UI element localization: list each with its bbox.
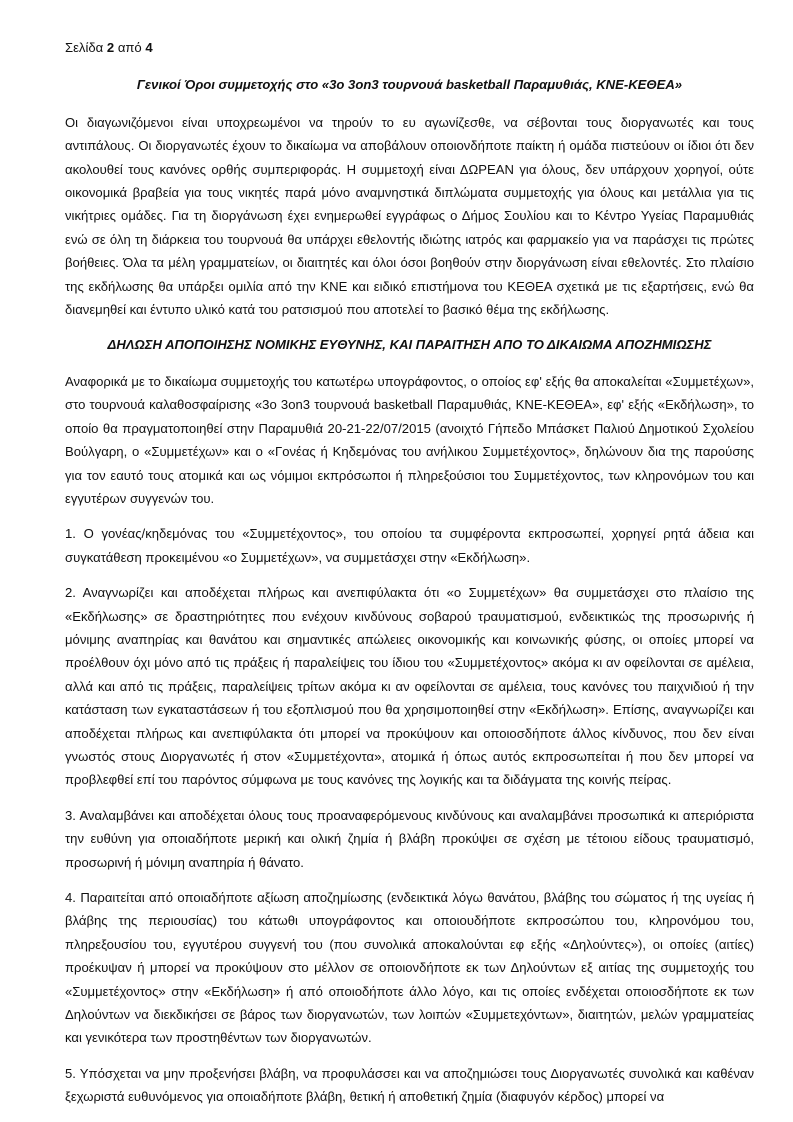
clause-1: 1. Ο γονέας/κηδεμόνας του «Συμμετέχοντος», του οποίου τα συμφέροντα εκπροσωπεί, χορηγεί ρητά άδεια και συγκατάθεση προκειμένου «ο Συμμετέχων», να συμμετάσχει στην «Εκδήλωση». bbox=[65, 526, 754, 565]
clause-3: 3. Αναλαμβάνει και αποδέχεται όλους τους προαναφερόμενους κινδύνους και αναλαμβάνει προσωπικά κι απεριόριστα την ευθύνη για οποιαδήποτε μερική και ολική ζημία ή βλάβη προκύψει σε σχέση με τέτοιου είδους τραυματισμό, προσωρινή ή μόνιμη αναπηρία ή θάνατο. bbox=[65, 807, 754, 870]
intro-paragraph: Οι διαγωνιζόμενοι είναι υποχρεωμένοι να τηρούν το ευ αγωνίζεσθε, να σέβονται τους διοργανωτές και τους αντιπάλους. Οι διοργανωτές έχουν το δικαίωμα να αποβάλουν οποιονδήποτε παίκτη ή ομάδα πιστεύουν οι ίδιοι ότι δεν ακολουθεί τους κανόνες ορθής συμπεριφοράς. Η συμμετοχή είναι ΔΩΡΕΑΝ για όλους, δεν υπάρχουν χορηγοί, ούτε οικονομικά βραβεία για τους νικητές παρά μόνο αναμνηστικά διπλώματα συμμετοχής για όλους και μετάλλια για τις νικήτριες ομάδες. Για τη διοργάνωση έχει ενημερωθεί εγγράφως ο Δήμος Σουλίου και το Κέντρο Υγείας Παραμυθιάς ενώ σε όλη τη διάρκεια του τουρνουά θα υπάρχει εθελοντής ιδιώτης ιατρός και φαρμακείο για να παράσχει τις πρώτες βοήθειες. Όλα τα μέλη γραμματείων, οι διαιτητές και όλοι όσοι βοηθούν στην διοργάνωση είναι εθελοντές. Στο πλαίσιο της εκδήλωσης θα υπάρξει ομιλία από την ΚΝΕ και ειδικό επιστήμονα του ΚΕΘΕΑ σχετικά με τις εξαρτήσεις, ενώ θα διανεμηθεί και έντυπο υλικό κατά του ρατσισμού που αποτελεί το βασικό θέμα της εκδήλωσης. bbox=[65, 114, 754, 318]
clause-2: 2. Αναγνωρίζει και αποδέχεται πλήρως και ανεπιφύλακτα ότι «ο Συμμετέχων» θα συμμετάσχει στο πλαίσιο της «Εκδήλωσης» σε δραστηριότητες που ενέχουν κινδύνους σοβαρού τραυματισμού, ενδεικτικώς της προσωρινής ή μόνιμης αναπηρίας και θανάτου και σημαντικές απώλειες οικονομικής και κοινωνικής φύσης, οι οποίες μπορεί να προέλθουν όχι μόνο από τις πράξεις ή παραλείψεις του ίδιου του «Συμμετέχοντος» ακόμα κι αν οφείλονται σε αμέλεια, αλλά και από τις πράξεις, παραλείψεις τρίτων ακόμα κι αν οφείλονται σε αμέλεια, τους κανόνες του παιχνιδιού ή την κατάσταση των εγκαταστάσεων ή του εξοπλισμού που θα χρησιμοποιηθεί στην «Εκδήλωση». Επίσης, αναγνωρίζει και αποδέχεται πλήρως και ανεπιφύλακτα ότι μπορεί να προκύψουν και οποιοσδήποτε άλλος κίνδυνος, που δεν είναι γνωστός στους Διοργανωτές ή στον «Συμμετέχοντα», ατομικά ή όπως αυτός εκπροσωπείται ή που δεν μπορεί να προβλεφθεί επί του παρόντος σύμφωνα με τους κανόνες της λογικής και τα διδάγματα της κοινής πείρας. bbox=[65, 585, 754, 788]
document-title: Γενικοί Όροι συμμετοχής στο «3ο 3on3 τουρνουά basketball Παραμυθιάς, ΚΝΕ-ΚΕΘΕΑ» bbox=[136, 77, 683, 93]
clause-5: 5. Υπόσχεται να μην προξενήσει βλάβη, να προφυλάσσει και να αποζημιώσει τους Διοργανωτές συνολικά και καθέναν ξεχωριστά ευθυνόμενος για οποιαδήποτε βλάβη, θετική ή αποθετική ζημία (διαφυγόν κέρδος) μπορεί να bbox=[65, 1065, 754, 1105]
total-pages-number: 4 bbox=[145, 40, 153, 55]
document-page bbox=[65, 36, 754, 1109]
clause-4: 4. Παραιτείται από οποιαδήποτε αξίωση αποζημίωσης (ενδεικτικά λόγω θανάτου, βλάβης του σώματος ή της υγείας ή βλάβης της περιουσίας) του κάτωθι υπογράφοντος και οποιουδήποτε εκπροσώπου του, κληρονόμου του, πληρεξουσίου του, εγγυτέρου συγγενή του (που συνολικά αποκαλούνται εφ εξής «Δηλούντες»), οι οποίες (αιτίες) προέκυψαν ή μπορεί να προκύψουν στο μέλλον σε οποιονδήποτε εκ των Δηλούντων εξ αιτίας της συμμετοχής του «Συμμετέχοντος» στην «Εκδήλωση» ή από οποιοδήποτε άλλο λόγο, και τις οποίες ενδέχεται οποιοσδήποτε εκ των Δηλούντων να διεκδικήσει σε βάρος των διοργανωτών, των λοιπών «Συμμετεχόντων», διαιτητών, μελών γραμματείας και γενικότερα των προστηθέντων των διοργανωτών. bbox=[65, 890, 754, 1046]
section-heading: ΔΗΛΩΣΗ ΑΠΟΠΟΙΗΣΗΣ ΝΟΜΙΚΗΣ ΕΥΘΥΝΗΣ, ΚΑΙ ΠΑΡΑΙΤΗΣΗ ΑΠΟ ΤΟ ΔΙΚΑΙΩΜΑ ΑΠΟΖΗΜΙΩΣΗΣ bbox=[107, 337, 712, 353]
current-page-number: 2 bbox=[106, 40, 115, 55]
declaration-paragraph: Αναφορικά με το δικαίωμα συμμετοχής του κατωτέρω υπογράφοντος, ο οποίος εφ' εξής θα αποκαλείται «Συμμετέχων», στο τουρνουά καλαθοσφαίρισης «3ο 3on3 τουρνουά basketball Παραμυθιάς, ΚΝΕ-ΚΕΘΕΑ», εφ' εξής «Εκδήλωση», το οποίο θα πραγματοποιηθεί στην Παραμυθιά 20-21-22/07/2015 (ανοιχτό Γήπεδο Μπάσκετ Παλιού Δημοτικού Σχολείου Βούλγαρη, ο «Συμμετέχων» και ο «Γονέας ή Κηδεμόνας του ανήλικου Συμμετέχοντος», δηλώνουν δια της παρούσης για τον εαυτό τους ατομικά και ως νόμιμοι εκπρόσωποι ή πληρεξούσιοι του Συμμετέχοντος, των κληρονόμων του και εγγυτέρων συγγενών του. bbox=[65, 373, 754, 506]
page-number-header bbox=[65, 36, 754, 59]
page-label-middle: από bbox=[114, 40, 146, 55]
page-label-prefix: Σελίδα bbox=[65, 40, 107, 55]
